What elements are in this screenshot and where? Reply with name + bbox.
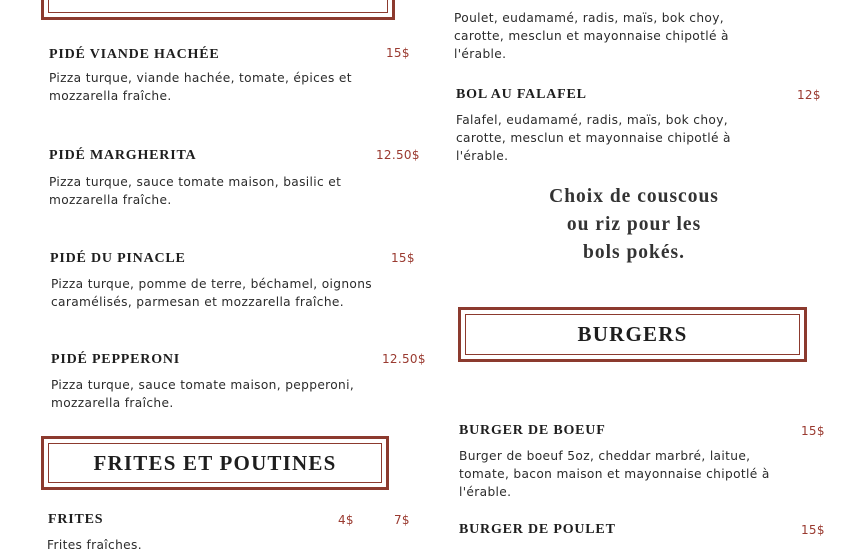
desc-line: mozzarella fraîche. — [51, 396, 174, 410]
menu-item-price-pide-viande-hachee: 15$ — [386, 46, 410, 60]
desc-line: caramélisés, parmesan et mozzarella fraîche. — [51, 295, 344, 309]
menu-item-price-bol-au-falafel: 12$ — [797, 88, 821, 102]
desc-line: Pizza turque, sauce tomate maison, basilic et — [49, 175, 342, 189]
menu-item-name-frites: FRITES — [48, 512, 104, 527]
desc-line: Poulet, eudamamé, radis, maïs, bok choy, — [454, 11, 725, 25]
section-header-burgers-inner — [465, 314, 800, 355]
menu-item-price-frites-small: 4$ — [338, 513, 354, 527]
desc-line: l'érable. — [459, 485, 512, 499]
menu-item-name-burger-de-boeuf: BURGER DE BOEUF — [459, 423, 606, 438]
menu-item-price-frites-large: 7$ — [394, 513, 410, 527]
menu-item-price-burger-de-boeuf: 15$ — [801, 424, 825, 438]
menu-item-desc-burger-de-boeuf — [459, 447, 770, 501]
menu-item-desc-frites — [47, 536, 142, 554]
menu-item-name-pide-margherita: PIDÉ MARGHERITA — [49, 148, 197, 163]
menu-item-desc-pide-viande-hachee — [49, 69, 352, 105]
desc-line: Pizza turque, pomme de terre, béchamel, oignons — [51, 277, 373, 291]
menu-item-name-burger-de-poulet: BURGER DE POULET — [459, 522, 616, 537]
section-header-frites-et-poutines — [41, 436, 389, 490]
desc-line: l'érable. — [454, 47, 507, 61]
menu-item-name-pide-du-pinacle: PIDÉ DU PINACLE — [50, 251, 186, 266]
menu-item-desc-pide-du-pinacle — [51, 275, 372, 311]
bowl-choice-note — [500, 183, 768, 267]
desc-line: carotte, mesclun et mayonnaise chipotlé à — [456, 131, 731, 145]
menu-item-desc-pide-margherita — [49, 173, 341, 209]
section-header-box-top-inner — [48, 0, 388, 13]
note-line: bols pokés. — [582, 242, 686, 263]
section-header-frites-inner — [48, 443, 382, 483]
desc-line: carotte, mesclun et mayonnaise chipotlé à — [454, 29, 729, 43]
menu-item-name-bol-au-falafel: BOL AU FALAFEL — [456, 87, 587, 102]
desc-line: l'érable. — [456, 149, 509, 163]
desc-line: Pizza turque, sauce tomate maison, pepperoni, — [51, 378, 355, 392]
menu-item-name-pide-pepperoni: PIDÉ PEPPERONI — [51, 352, 181, 367]
desc-line: tomate, bacon maison et mayonnaise chipotlé à — [459, 467, 770, 481]
section-header-burgers — [458, 307, 807, 362]
section-title-burgers: BURGERS — [577, 322, 688, 346]
note-line: Choix de couscous — [549, 186, 719, 207]
menu-item-desc-bol-poulet — [454, 9, 729, 63]
desc-line: Pizza turque, viande hachée, tomate, épices et — [49, 71, 352, 85]
menu-item-price-pide-du-pinacle: 15$ — [391, 251, 415, 265]
desc-line: mozzarella fraîche. — [49, 89, 172, 103]
menu-item-price-burger-de-poulet: 15$ — [801, 523, 825, 537]
desc-line: Burger de boeuf 5oz, cheddar marbré, laitue, — [459, 449, 751, 463]
menu-item-price-pide-margherita: 12.50$ — [376, 148, 420, 162]
menu-item-desc-pide-pepperoni — [51, 376, 354, 412]
note-line: ou riz pour les — [566, 214, 702, 235]
menu-item-name-pide-viande-hachee: PIDÉ VIANDE HACHÉE — [49, 47, 220, 62]
menu-item-price-pide-pepperoni: 12.50$ — [382, 352, 426, 366]
menu-item-desc-bol-au-falafel — [456, 111, 731, 165]
desc-line: Frites fraîches. — [47, 538, 142, 552]
section-header-box-top — [41, 0, 395, 20]
desc-line: Falafel, eudamamé, radis, maïs, bok choy, — [456, 113, 728, 127]
section-title-frites-et-poutines: FRITES ET POUTINES — [93, 450, 337, 475]
desc-line: mozzarella fraîche. — [49, 193, 172, 207]
